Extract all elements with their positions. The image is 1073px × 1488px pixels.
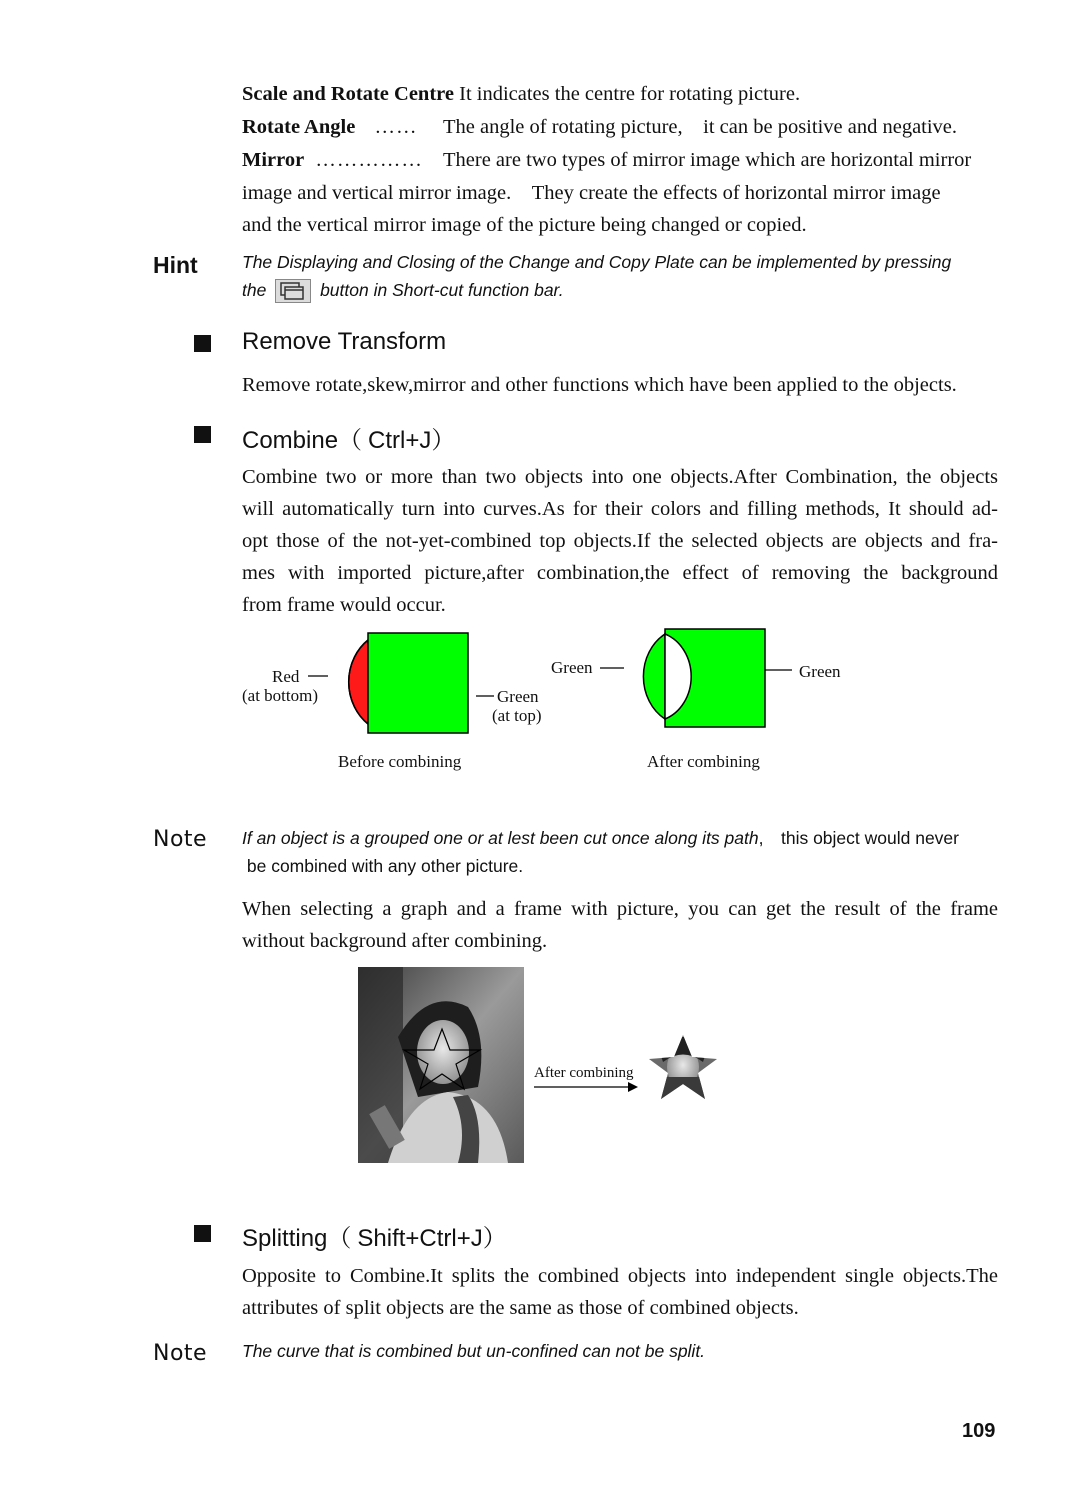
hint-line-2-before: the [242, 280, 267, 300]
heading-combine-main: Combine（ [242, 427, 363, 454]
heading-remove-transform: Remove Transform [242, 328, 447, 355]
splitting-line: attributes of split objects are the same as those of combined objects. [242, 1297, 799, 1319]
note-label: Note [153, 827, 208, 852]
combine-paragraph [242, 461, 998, 621]
combine-frame-line: When selecting a graph and a frame with picture, you can get the result of the frame [242, 898, 998, 920]
mirror-continuation-line-1: image and vertical mirror image. They create the effects of horizontal mirror image [242, 182, 941, 204]
leader-dots: …… [374, 116, 418, 138]
note-1-plain: , this object would never [758, 828, 959, 848]
section-bullet [194, 1225, 211, 1242]
arrow-label: After combining [534, 1065, 634, 1081]
label-green-top-sub: (at top) [492, 706, 542, 725]
splitting-line: Opposite to Combine.It splits the combined objects into independent single objects.The [242, 1265, 998, 1287]
leader-dots: …………… [315, 149, 423, 171]
definition-term: Scale and Rotate Centre [242, 83, 454, 105]
definition-text: The angle of rotating picture, it can be positive and negative. [443, 116, 958, 138]
definition-text: There are two types of mirror image which are horizontal mirror [443, 149, 972, 171]
caption-before: Before combining [338, 752, 462, 771]
section-bullet [194, 426, 211, 443]
combine-line: will automatically turn into curves.As for their colors and filling methods, It should ad- [242, 498, 998, 520]
hint-line-2 [242, 276, 564, 304]
definition-rotate-angle [242, 111, 1002, 143]
combine-frame-line: without background after combining. [242, 930, 548, 952]
note-1-line-1 [242, 824, 959, 852]
star-result [643, 1027, 723, 1107]
combine-line: mes with imported picture,after combination,the effect of removing the background [242, 562, 998, 584]
heading-splitting-main: Splitting（ [242, 1225, 352, 1252]
combine-line: from frame would occur. [242, 594, 446, 616]
combine-line: Combine two or more than two objects into one objects.After Combination, the objects [242, 466, 998, 488]
caption-after: After combining [647, 752, 760, 771]
portrait-photo [358, 967, 524, 1163]
definition-mirror [242, 144, 1002, 176]
note-1-line-2: be combined with any other picture. [242, 856, 524, 876]
green-half-circle-after [643, 634, 665, 719]
remove-transform-text: Remove rotate,skew,mirror and other functions which have been applied to the objects. [242, 374, 957, 396]
splitting-paragraph [242, 1260, 998, 1324]
green-square-before [368, 633, 468, 733]
label-red: Red [272, 667, 300, 686]
definition-term: Rotate Angle [242, 116, 356, 138]
page-number: 109 [962, 1420, 996, 1442]
label-green-right: Green [799, 662, 841, 681]
red-half-circle [349, 640, 368, 724]
mirror-continuation-line-2: and the vertical mirror image of the picture being changed or copied. [242, 214, 807, 236]
definition-term: Mirror [242, 149, 305, 171]
combine-frame-paragraph [242, 893, 998, 957]
change-copy-plate-button-icon [275, 279, 311, 303]
note-1-italic: If an object is a grouped one or at lest been cut once along its path [242, 828, 759, 848]
label-green-left: Green [551, 658, 593, 677]
definition-scale-rotate-centre [242, 78, 1002, 110]
combine-line: opt those of the not-yet-combined top objects.If the selected objects are objects and fra- [242, 530, 998, 552]
combine-figure [230, 620, 870, 790]
heading-splitting [242, 1218, 507, 1253]
definition-text: It indicates the centre for rotating picture. [459, 83, 801, 105]
hint-line-1: The Displaying and Closing of the Change and Copy Plate can be implemented by pressing [242, 252, 952, 272]
label-red-sub: (at bottom) [242, 686, 319, 705]
arrow-head [628, 1082, 638, 1092]
heading-combine-shortcut: Ctrl+J） [368, 427, 456, 454]
section-bullet [194, 335, 211, 352]
heading-splitting-shortcut: Shift+Ctrl+J） [357, 1225, 507, 1252]
note-label: Note [153, 1341, 208, 1366]
note-2-text: The curve that is combined but un-confined can not be split. [242, 1341, 706, 1361]
heading-combine [242, 420, 455, 455]
label-green-top: Green [497, 687, 539, 706]
hint-line-2-after: button in Short-cut function bar. [320, 280, 564, 300]
hint-label: Hint [153, 252, 198, 278]
